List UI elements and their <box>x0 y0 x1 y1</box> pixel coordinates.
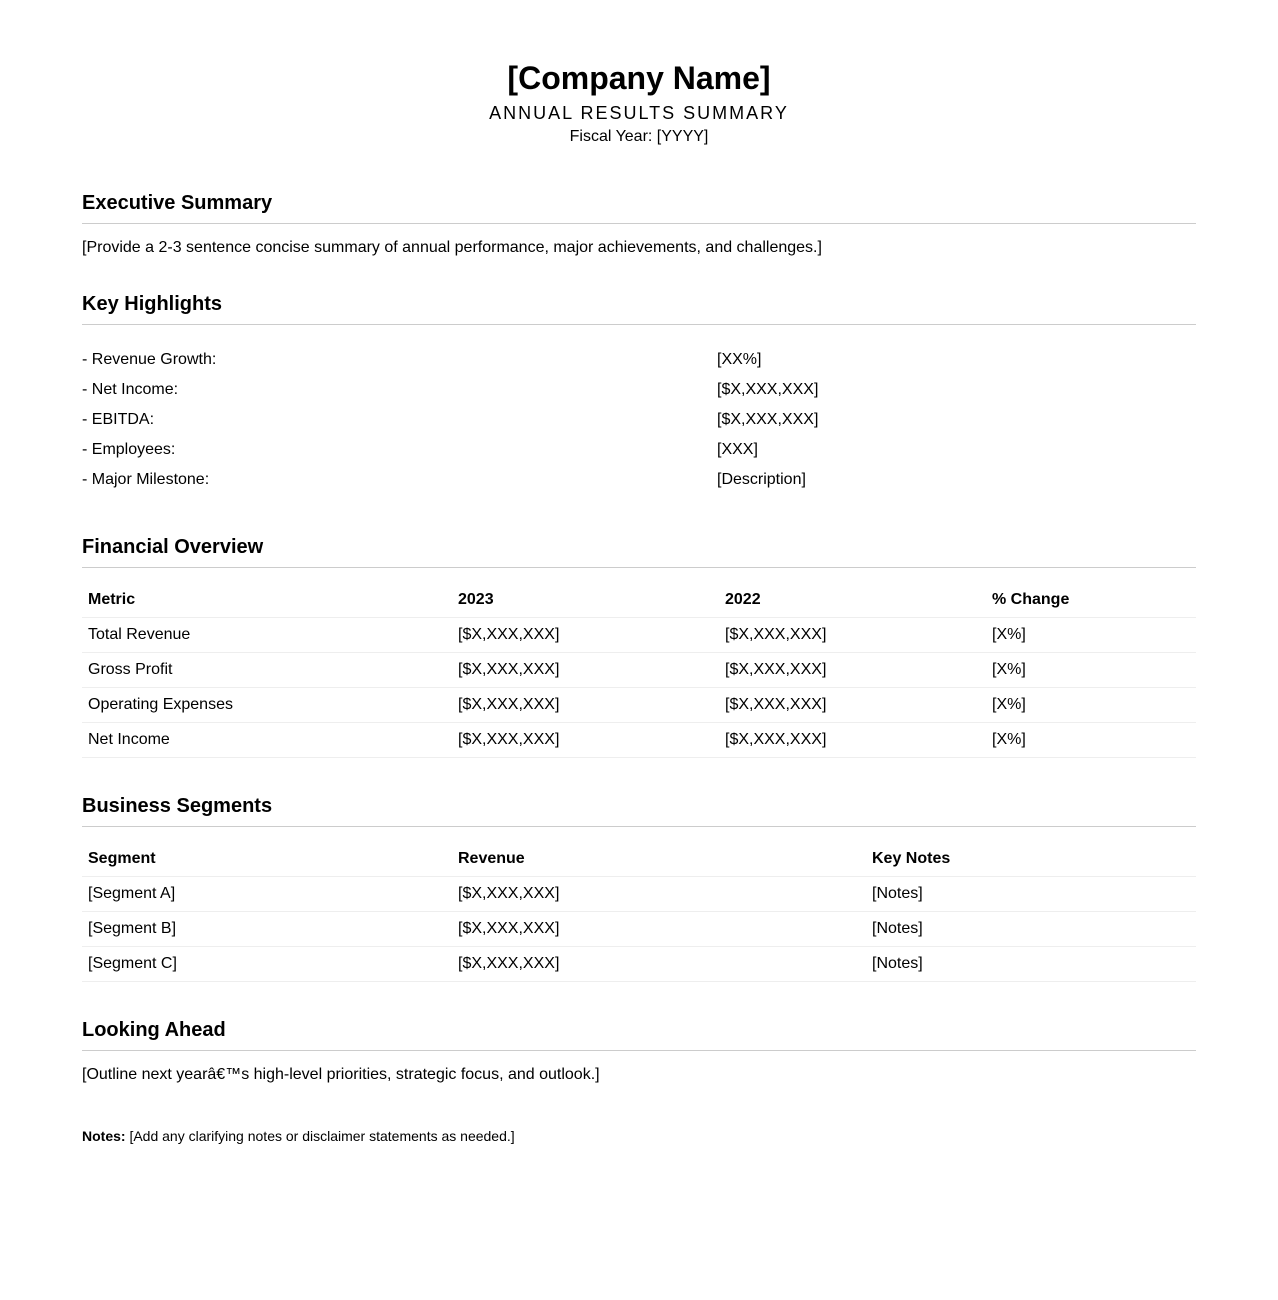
column-header-change: % Change <box>986 583 1196 618</box>
notes <box>82 1127 1196 1145</box>
column-header-revenue: Revenue <box>452 842 866 877</box>
financial-overview-title: Financial Overview <box>82 535 1196 568</box>
table-header-row <box>82 842 1196 877</box>
highlight-row <box>82 345 1196 375</box>
cell-change: [X%] <box>986 723 1196 758</box>
cell-metric: Operating Expenses <box>82 688 452 723</box>
document-page <box>82 0 1196 1145</box>
notes-text: [Add any clarifying notes or disclaimer statements as needed.] <box>125 1128 515 1144</box>
cell-notes: [Notes] <box>866 912 1196 947</box>
document-header <box>82 0 1196 147</box>
table-row <box>82 723 1196 758</box>
highlight-value: [Description] <box>717 471 806 488</box>
financial-overview-section <box>82 535 1196 758</box>
table-row <box>82 688 1196 723</box>
table-row <box>82 912 1196 947</box>
cell-2023: [$X,XXX,XXX] <box>452 653 719 688</box>
column-header-2022: 2022 <box>719 583 986 618</box>
fiscal-year: Fiscal Year: [YYYY] <box>569 128 709 145</box>
column-header-segment: Segment <box>82 842 452 877</box>
table-header-row <box>82 583 1196 618</box>
key-highlights-title: Key Highlights <box>82 292 1196 325</box>
cell-2022: [$X,XXX,XXX] <box>719 723 986 758</box>
business-segments-title: Business Segments <box>82 794 1196 827</box>
highlight-value: [XXX] <box>717 441 758 458</box>
highlight-value: [$X,XXX,XXX] <box>717 411 819 428</box>
cell-notes: [Notes] <box>866 947 1196 982</box>
cell-metric: Gross Profit <box>82 653 452 688</box>
looking-ahead-title: Looking Ahead <box>82 1018 1196 1051</box>
highlights-list <box>82 345 1196 495</box>
cell-2023: [$X,XXX,XXX] <box>452 618 719 653</box>
table-row <box>82 947 1196 982</box>
highlight-label: - Major Milestone: <box>82 471 210 488</box>
cell-revenue: [$X,XXX,XXX] <box>452 912 866 947</box>
cell-change: [X%] <box>986 653 1196 688</box>
cell-segment: [Segment C] <box>82 947 452 982</box>
highlight-label: - Revenue Growth: <box>82 351 217 368</box>
highlight-label: - Net Income: <box>82 381 179 398</box>
business-segments-table <box>82 842 1196 982</box>
table-row <box>82 653 1196 688</box>
cell-revenue: [$X,XXX,XXX] <box>452 877 866 912</box>
highlight-row <box>82 405 1196 435</box>
cell-metric: Net Income <box>82 723 452 758</box>
cell-2023: [$X,XXX,XXX] <box>452 688 719 723</box>
cell-2022: [$X,XXX,XXX] <box>719 618 986 653</box>
table-row <box>82 618 1196 653</box>
cell-2022: [$X,XXX,XXX] <box>719 653 986 688</box>
column-header-metric: Metric <box>82 583 452 618</box>
highlight-value: [XX%] <box>717 351 762 368</box>
cell-2022: [$X,XXX,XXX] <box>719 688 986 723</box>
table-row <box>82 877 1196 912</box>
highlight-row <box>82 465 1196 495</box>
key-highlights-section <box>82 292 1196 495</box>
cell-notes: [Notes] <box>866 877 1196 912</box>
document-subtitle: ANNUAL RESULTS SUMMARY <box>489 103 789 123</box>
highlight-value: [$X,XXX,XXX] <box>717 381 819 398</box>
column-header-key-notes: Key Notes <box>866 842 1196 877</box>
business-segments-section <box>82 794 1196 982</box>
notes-label: Notes: <box>82 1128 126 1144</box>
cell-change: [X%] <box>986 688 1196 723</box>
cell-metric: Total Revenue <box>82 618 452 653</box>
highlight-label: - EBITDA: <box>82 411 155 428</box>
executive-summary-text: [Provide a 2-3 sentence concise summary of annual performance, major achievements, and challenges.] <box>82 239 822 256</box>
cell-change: [X%] <box>986 618 1196 653</box>
executive-summary-title: Executive Summary <box>82 191 1196 224</box>
highlight-label: - Employees: <box>82 441 176 458</box>
company-name: [Company Name] <box>507 60 771 96</box>
column-header-2023: 2023 <box>452 583 719 618</box>
highlight-row <box>82 375 1196 405</box>
looking-ahead-text: [Outline next yearâ€™s high-level priorities, strategic focus, and outlook.] <box>82 1066 600 1083</box>
looking-ahead-section <box>82 1018 1196 1085</box>
cell-2023: [$X,XXX,XXX] <box>452 723 719 758</box>
executive-summary-section <box>82 191 1196 258</box>
cell-segment: [Segment B] <box>82 912 452 947</box>
financial-overview-table <box>82 583 1196 758</box>
highlight-row <box>82 435 1196 465</box>
cell-revenue: [$X,XXX,XXX] <box>452 947 866 982</box>
cell-segment: [Segment A] <box>82 877 452 912</box>
